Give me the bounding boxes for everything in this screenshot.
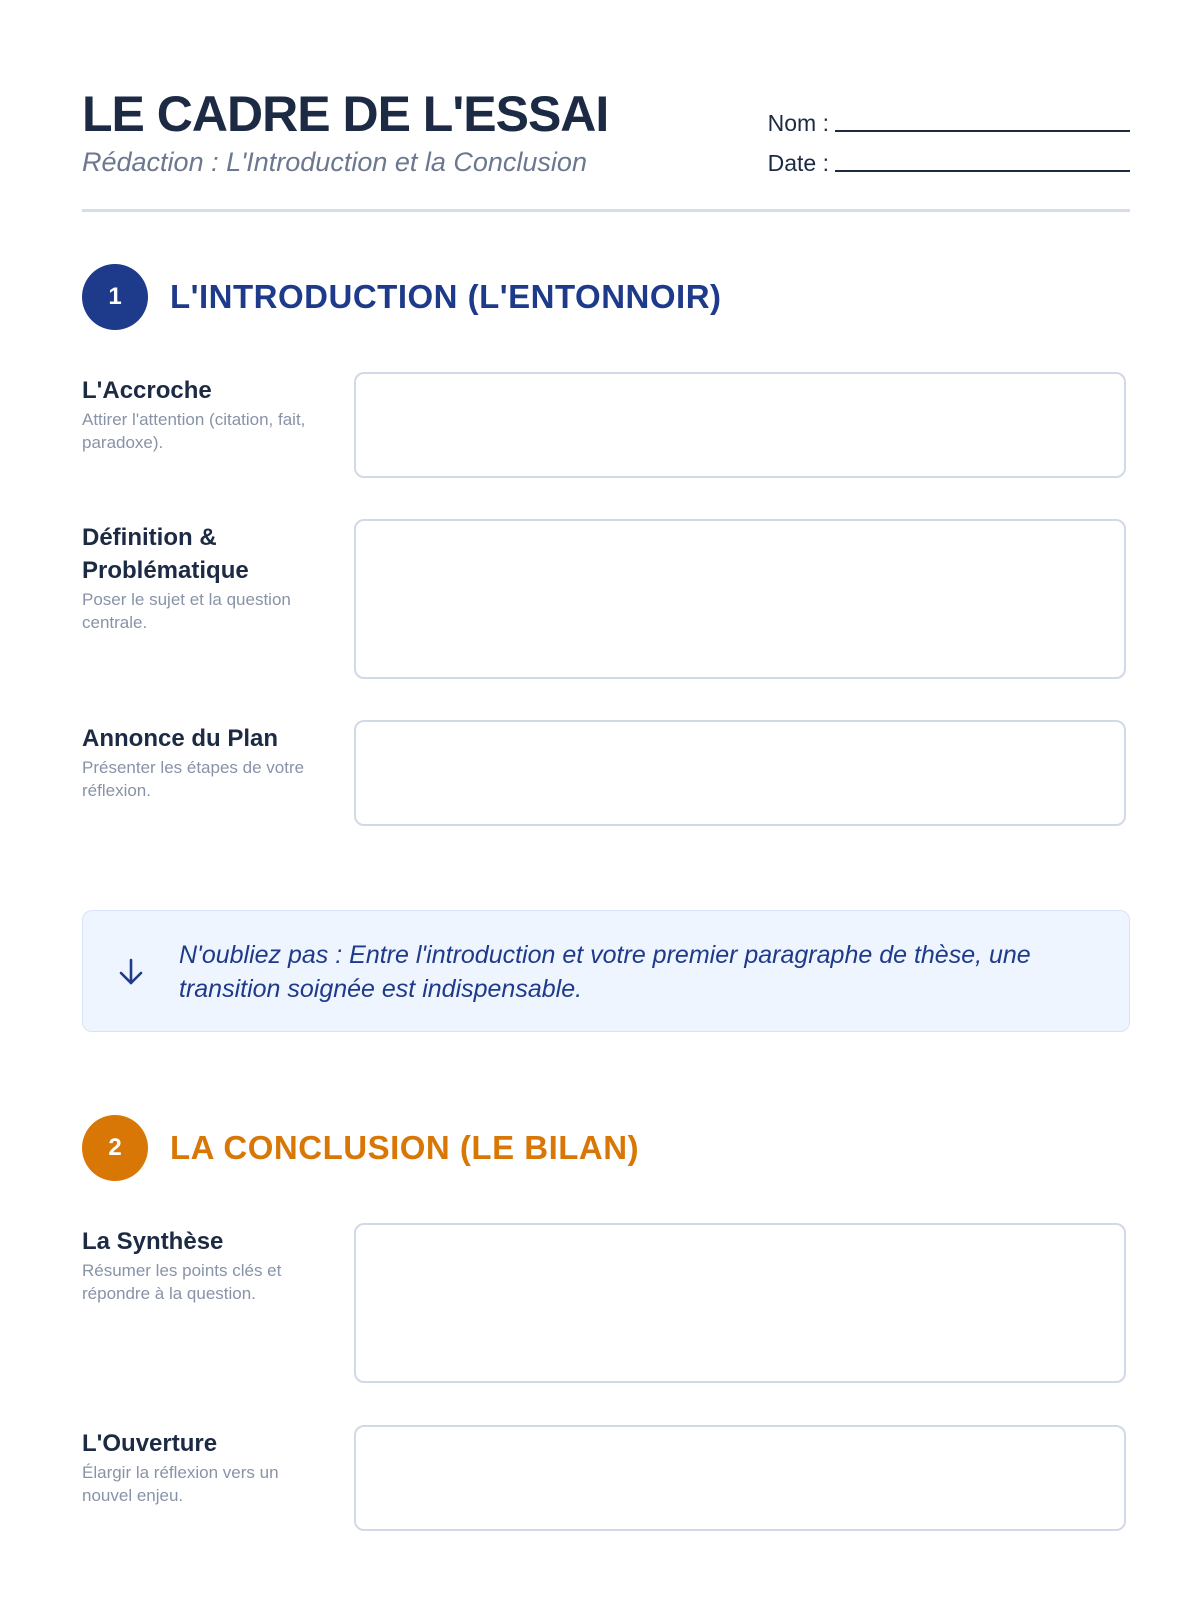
field-name: Définition & Problématique: [82, 524, 249, 584]
field-hint: Résumer les points clés et répondre à la question.: [82, 1261, 282, 1303]
header-divider: [82, 209, 1130, 212]
definition-problematique-writing-box[interactable]: [354, 519, 1126, 679]
date-row: [750, 148, 1130, 176]
field-name: L'Accroche: [82, 377, 212, 404]
field-hint: Poser le sujet et la question centrale.: [82, 590, 291, 632]
worksheet-page: [82, 0, 1130, 1600]
name-label: Nom :: [767, 110, 829, 136]
section-number-badge: 2: [82, 1115, 148, 1181]
page-title: LE CADRE DE L'ESSAI: [82, 86, 609, 142]
date-field[interactable]: [835, 170, 1130, 172]
section-introduction-header: [82, 263, 1130, 331]
field-label: [82, 722, 322, 802]
field-hint: Élargir la réflexion vers un nouvel enjeu.: [82, 1463, 279, 1505]
field-label: [82, 1427, 322, 1507]
name-field[interactable]: [835, 130, 1130, 132]
field-name: La Synthèse: [82, 1228, 224, 1255]
section-number-badge: 1: [82, 264, 148, 330]
page-subtitle: Rédaction : L'Introduction et la Conclusion: [82, 147, 587, 177]
accroche-writing-box[interactable]: [354, 372, 1126, 478]
section-conclusion-header: [82, 1114, 1130, 1182]
synthese-writing-box[interactable]: [354, 1223, 1126, 1383]
date-label: Date :: [767, 150, 829, 176]
section-title: LA CONCLUSION (LE BILAN): [170, 1129, 640, 1166]
field-hint: Attirer l'attention (citation, fait, paradoxe).: [82, 410, 306, 452]
section-title: L'INTRODUCTION (L'ENTONNOIR): [170, 278, 722, 315]
callout-text: N'oubliez pas : Entre l'introduction et votre premier paragraphe de thèse, une transition soignée est indispensable.: [179, 941, 1031, 1003]
field-label: [82, 521, 322, 634]
name-row: [750, 108, 1130, 136]
arrow-down-icon: [115, 956, 147, 988]
field-hint: Présenter les étapes de votre réflexion.: [82, 758, 305, 800]
annonce-du-plan-writing-box[interactable]: [354, 720, 1126, 826]
field-label: [82, 1225, 322, 1305]
field-label: [82, 374, 322, 454]
field-name: L'Ouverture: [82, 1430, 218, 1457]
worksheet-header: [82, 86, 1130, 186]
transition-reminder-callout: [82, 910, 1130, 1032]
field-name: Annonce du Plan: [82, 725, 279, 752]
ouverture-writing-box[interactable]: [354, 1425, 1126, 1531]
student-info: [750, 108, 1130, 188]
